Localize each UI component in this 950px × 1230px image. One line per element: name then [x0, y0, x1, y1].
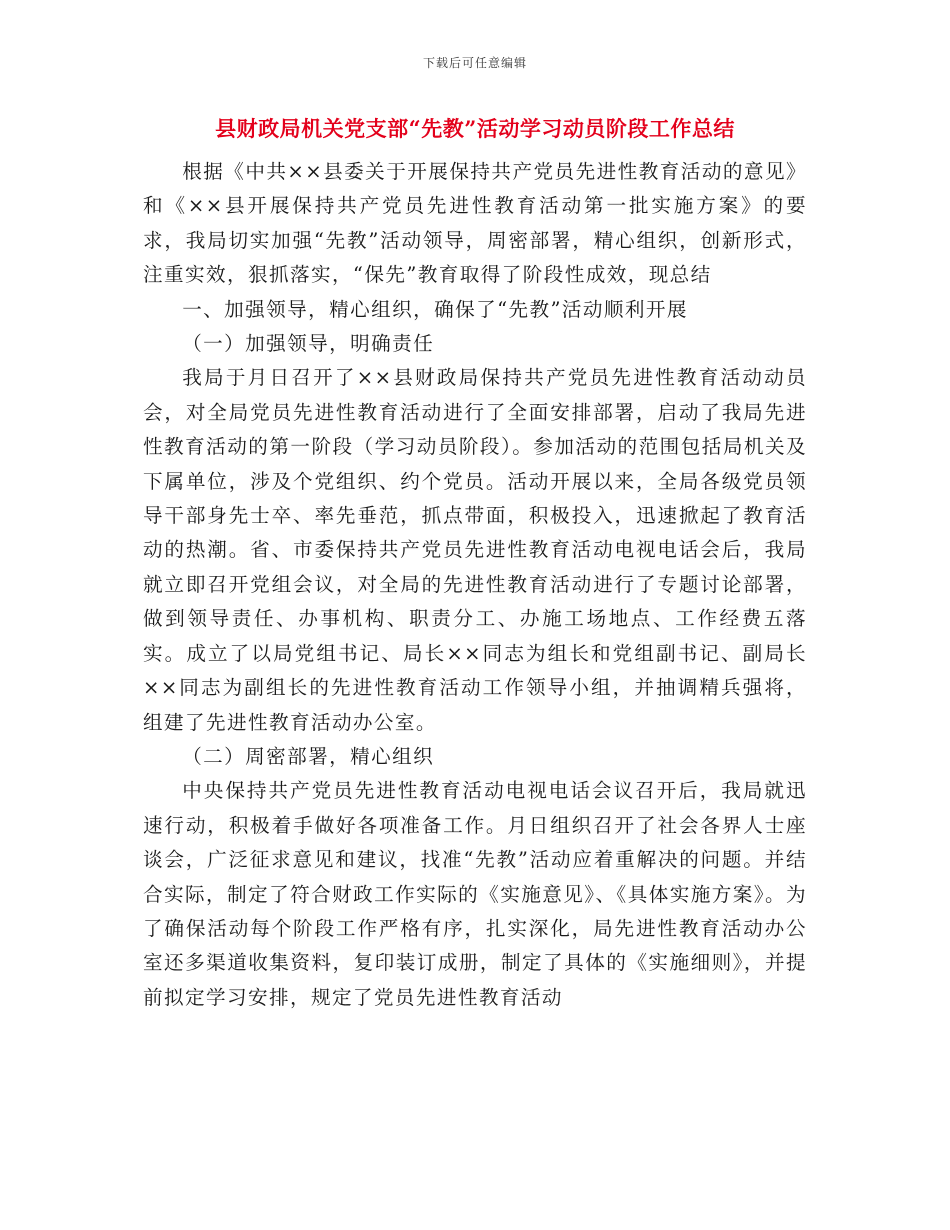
paragraph-intro: 根据《中共××县委关于开展保持共产党员先进性教育活动的意见》和《××县开展保持共产党员先进性教育活动第一批实施方案》的要求，我局切实加强“先教”活动领导，周密部署，精心组织，创新形式，注重实效，狠抓落实，“保先”教育取得了阶段性成效，现总结 — [143, 160, 807, 287]
paragraph-deployment: 中央保持共产党员先进性教育活动电视电话会议召开后，我局就迅速行动，积极着手做好各项准备工作。月日组织召开了社会各界人士座谈会，广泛征求意见和建议，找准“先教”活动应着重解决的问题。并结合实际，制定了符合财政工作实际的《实施意见》、《具体实施方案》。为了确保活动每个阶段工作严格有序，扎实深化，局先进性教育活动办公室还多渠道收集资料，复印装订成册，制定了具体的《实施细则》，并提前拟定学习安排，规定了党员先进性教育活动 — [143, 779, 807, 1009]
header-note: 下载后可任意编辑 — [422, 56, 527, 70]
document-body — [143, 155, 807, 1015]
section-heading-1: 一、加强领导，精心组织，确保了“先教”活动顺利开展 — [182, 297, 688, 321]
subsection-heading-1: （一）加强领导，明确责任 — [182, 332, 435, 356]
subsection-heading-2: （二）周密部署，精心组织 — [182, 744, 435, 768]
document-title: 县财政局机关党支部“先教”活动学习动员阶段工作总结 — [215, 116, 735, 141]
paragraph-leadership: 我局于月日召开了××县财政局保持共产党员先进性教育活动动员会，对全局党员先进性教育活动进行了全面安排部署，启动了我局先进性教育活动的第一阶段（学习动员阶段）。参加活动的范围包括局机关及下属单位，涉及个党组织、约个党员。活动开展以来，全局各级党员领导干部身先士卒、率先垂范，抓点带面，积极投入，迅速掀起了教育活动的热潮。省、市委保持共产党员先进性教育活动电视电话会后，我局就立即召开党组会议，对全局的先进性教育活动进行了专题讨论部署，做到领导责任、办事机构、职责分工、办施工场地点、工作经费五落实。成立了以局党组书记、局长××同志为组长和党组副书记、副局长××同志为副组长的先进性教育活动工作领导小组，并抽调精兵强将，组建了先进性教育活动办公室。 — [143, 366, 807, 734]
